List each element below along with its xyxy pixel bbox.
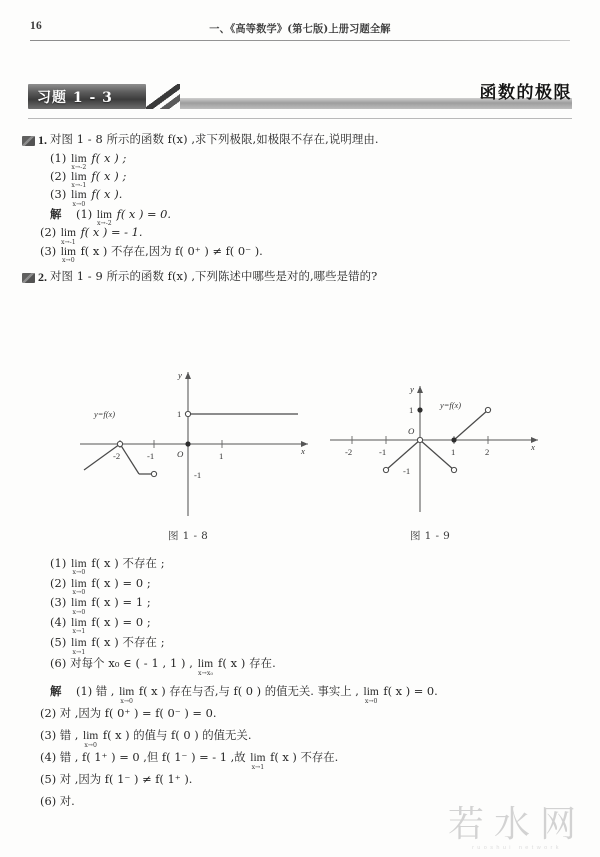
figure-1-9-caption: 图 1 - 9 [410, 530, 451, 542]
problem-2 [20, 271, 580, 284]
header-divider [30, 40, 570, 41]
watermark-text: 若水网 [447, 804, 586, 845]
limit-operator: lim x→0 [71, 189, 87, 208]
limit-operator: lim x→0 [71, 597, 87, 616]
fig18-xtick--2: -2 [113, 451, 121, 461]
limit-subscript: x→0 [72, 200, 86, 208]
problem-2-solution-4 [20, 749, 580, 771]
solution-body: f( x ) = - 1. [80, 225, 143, 240]
problem-1 [20, 132, 580, 265]
fig19-labels [345, 384, 535, 476]
problem-1-item-3 [20, 187, 580, 208]
section-tab-label: 习题 1 - 3 [37, 90, 113, 106]
solution-body: 对. [59, 794, 75, 809]
item-body: f( x ) = 0 ; [91, 614, 151, 629]
problem-2-stem: 对图 1 - 9 所示的函数 f(x) ,下列陈述中哪些是对的,哪些是错的? [50, 269, 378, 284]
fig19-x-axis-label: x [531, 442, 535, 452]
fig18-xtick-1: 1 [219, 451, 224, 461]
section-title: 函数的极限 [479, 83, 572, 103]
fig19-curve-label: y=f(x) [440, 401, 461, 410]
limit-operator: lim x→0 [60, 245, 76, 265]
limit-subscript: x→0 [120, 697, 133, 705]
item-body: f( x ) 存在. [218, 656, 276, 671]
fig19-ytick--1: -1 [403, 466, 411, 476]
fig19-origin-label: O [408, 426, 415, 436]
item-number: (3) [50, 595, 67, 610]
banner-underline [28, 118, 572, 119]
limit-subscript: x→-2 [97, 220, 112, 228]
problem-1-item-1 [20, 150, 580, 171]
fig18-x-axis-label: x [301, 446, 305, 456]
solution-body: f( x ) 不存在,因为 f( 0⁺ ) ≠ f( 0⁻ ). [80, 243, 263, 258]
fig18-axes [80, 372, 308, 516]
item-number: (1) [50, 150, 67, 165]
problem-2-solution-3 [20, 727, 580, 749]
fig19-xtick-1: 1 [451, 447, 456, 457]
page-number: 16 [30, 20, 43, 32]
limit-operator: lim x→-1 [71, 171, 87, 190]
item-body: f( x ) = 0 ; [91, 576, 151, 590]
fig18-curve-label: y=f(x) [94, 410, 115, 419]
item-body: f( x ) ; [91, 169, 127, 183]
running-head [30, 20, 570, 40]
limit-subscript: x→-2 [71, 164, 87, 171]
solution-label: 解 [50, 684, 62, 699]
figure-1-8-caption: 图 1 - 8 [168, 530, 209, 542]
fig19-xtick--2: -2 [345, 447, 353, 457]
item-number: (3) [50, 187, 67, 202]
solution-number: (2) [40, 225, 57, 240]
solution-number: (5) [40, 772, 57, 787]
limit-operator: lim x→0 [363, 686, 379, 705]
limit-operator: lim x→1 [250, 752, 266, 771]
limit-subscript: x→0 [72, 569, 86, 577]
solution-body: f( x ) = 0. [116, 206, 172, 221]
problem-1-item-2 [20, 169, 580, 190]
fig19-xtick-2: 2 [485, 447, 490, 457]
solution-label: 解 [50, 206, 62, 221]
fig18-y-axis-label: y [178, 370, 182, 380]
fig18-labels [93, 370, 305, 480]
solution-number: (3) [40, 728, 57, 743]
problem-1-block [20, 134, 580, 286]
limit-subscript: x→0 [72, 589, 86, 597]
fig19-axes [330, 386, 538, 512]
limit-operator: lim x→1 [71, 637, 87, 656]
solution-number: (3) [40, 243, 57, 258]
problem-2-item-2 [20, 576, 580, 597]
item-number: (2) [50, 169, 67, 183]
watermark [447, 804, 586, 851]
limit-operator: lim x→-2 [96, 208, 112, 228]
item-number: (2) [50, 576, 67, 590]
problem-2-item-3 [20, 595, 580, 616]
solution-post: f( x ) = 0. [383, 684, 438, 699]
solution-number: (1) [76, 206, 93, 221]
solution-post: f( x ) 不存在. [270, 750, 339, 765]
solution-body: 对 ,因为 f( 0⁺ ) = f( 0⁻ ) = 0. [59, 706, 217, 721]
problem-marker-icon [22, 273, 35, 283]
limit-subscript: x→0 [84, 741, 97, 749]
item-number: (1) [50, 556, 67, 570]
fig19-ytick-1: 1 [409, 405, 414, 415]
limit-subscript: x→0 [72, 608, 86, 616]
problem-2-solution-2 [20, 705, 580, 721]
limit-subscript: x→1 [72, 648, 86, 656]
limit-subscript: x→-1 [61, 238, 76, 246]
limit-operator: lim x→1 [71, 616, 87, 636]
limit-operator: lim x→-1 [60, 227, 76, 246]
fig18-ytick-1: 1 [177, 409, 182, 419]
limit-operator: lim x→x₀ [197, 658, 214, 677]
limit-operator: lim x→0 [71, 578, 87, 597]
limit-operator: lim x→0 [71, 558, 87, 577]
problem-2-item-5 [20, 634, 580, 656]
item-body: f( x ) ; [91, 150, 127, 165]
item-number: (5) [50, 635, 67, 650]
problem-1-stem: 对图 1 - 8 所示的函数 f(x) ,求下列极限,如极限不存在,说明理由. [50, 132, 379, 146]
section-tab [28, 84, 146, 109]
item-body: f( x ). [91, 187, 123, 202]
solution-post: f( x ) 的值与 f( 0 ) 的值无关. [102, 728, 252, 743]
limit-subscript: x→x₀ [197, 669, 214, 677]
problem-1-heading [20, 134, 580, 147]
limit-subscript: x→0 [364, 697, 378, 705]
limit-subscript: x→-1 [71, 182, 87, 190]
fig19-xtick--1: -1 [379, 447, 387, 457]
limit-subscript: x→1 [251, 763, 265, 771]
solution-body: 对 ,因为 f( 1⁻ ) ≠ f( 1⁺ ). [59, 772, 193, 787]
problem-1-solution-3 [20, 243, 580, 265]
problem-2-number: 2. [38, 270, 47, 285]
banner-slash-decoration [146, 84, 180, 109]
section-banner [28, 84, 572, 112]
solution-number: (4) [40, 750, 57, 765]
problem-1-solution-2 [20, 225, 580, 246]
problem-2-heading [20, 271, 580, 284]
figures-row [20, 358, 580, 543]
limit-operator: lim x→0 [83, 730, 99, 749]
figure-1-9 [320, 378, 550, 543]
problem-1-solution-1 [20, 206, 580, 228]
solution-pre: 错 , [95, 684, 115, 699]
problem-2-solution-1 [20, 683, 580, 705]
item-body: f( x ) 不存在 ; [91, 556, 165, 570]
problem-2-item-1 [20, 555, 580, 577]
limit-operator: lim x→0 [119, 686, 135, 705]
solution-number: (2) [40, 706, 57, 721]
problem-2-block [20, 550, 580, 809]
solution-number: (1) [76, 684, 93, 699]
item-number: (6) [50, 656, 67, 671]
fig19-y-axis-label: y [410, 384, 414, 394]
solution-mid: f( x ) 存在与否,与 f( 0 ) 的值无关. 事实上 , [138, 684, 359, 699]
watermark-subtext: ruoshui network [472, 845, 562, 851]
problem-marker-icon [22, 136, 35, 146]
solution-pre: 错 , [59, 728, 79, 743]
problem-1-number: 1. [38, 133, 47, 147]
limit-subscript: x→1 [72, 628, 86, 636]
limit-operator: lim x→-2 [71, 152, 87, 171]
figure-1-8 [70, 358, 320, 523]
item-body: f( x ) 不存在 ; [91, 635, 165, 650]
fig18-origin-label: O [177, 449, 184, 459]
item-body: f( x ) = 1 ; [91, 595, 151, 610]
solution-pre: 错 , f( 1⁺ ) = 0 ,但 f( 1⁻ ) = - 1 ,故 [59, 750, 246, 765]
problem-2-solution-6 [20, 793, 580, 809]
fig18-xtick--1: -1 [147, 451, 155, 461]
problem-2-item-4 [20, 614, 580, 636]
fig18-ytick--1: -1 [194, 470, 202, 480]
problem-2-solution-5 [20, 771, 580, 787]
solution-number: (6) [40, 794, 57, 809]
running-head-title: 一、《高等数学》(第七版)上册习题全解 [209, 23, 391, 35]
item-number: (4) [50, 614, 67, 629]
problem-2-item-6 [20, 655, 580, 677]
limit-subscript: x→0 [62, 257, 75, 265]
item-prefix: 对每个 x₀ ∈ ( - 1 , 1 ) , [70, 656, 194, 671]
